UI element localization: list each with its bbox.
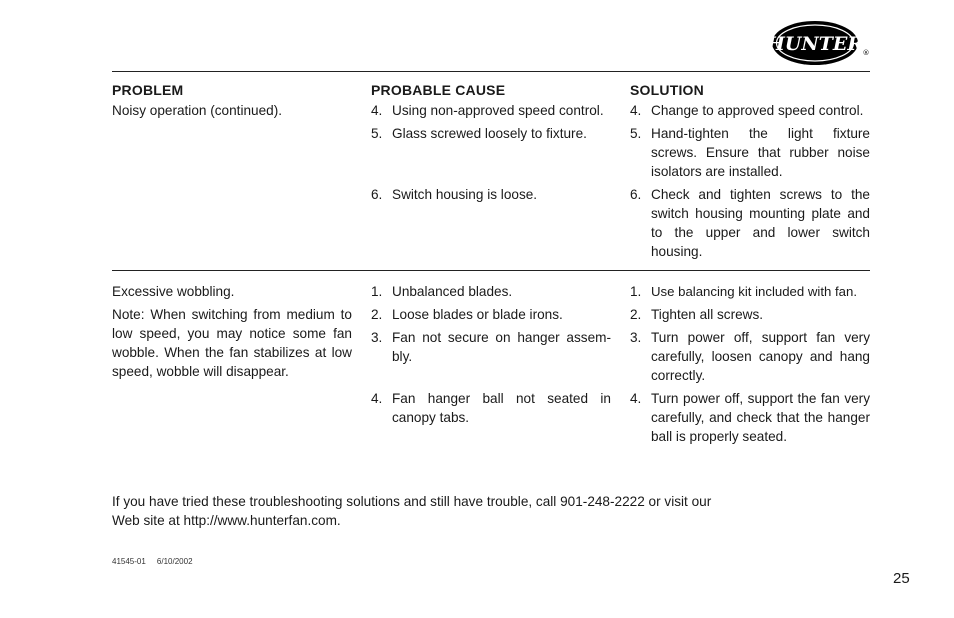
solution-item bbox=[630, 124, 870, 181]
item-number: 4. bbox=[371, 103, 383, 118]
hunter-logo bbox=[771, 20, 871, 70]
solution-item bbox=[630, 282, 870, 301]
cause-item bbox=[371, 305, 611, 324]
item-number: 1. bbox=[371, 284, 383, 299]
problem-text: Excessive wobbling. bbox=[112, 284, 235, 299]
item-number: 6. bbox=[630, 187, 642, 202]
item-number: 4. bbox=[371, 391, 383, 406]
solution-item bbox=[630, 305, 870, 324]
cause-item bbox=[371, 101, 611, 120]
cause-item bbox=[371, 185, 611, 204]
problem-text: Noisy operation (continued). bbox=[112, 103, 283, 118]
help-text: If you have tried these troubleshooting solutions and still have trouble, call 901-248-2222 or visit our bbox=[112, 494, 712, 509]
cause-item bbox=[371, 389, 611, 427]
item-text: Use balancing kit included with fan. bbox=[651, 284, 857, 299]
item-text: Loose blades or blade irons. bbox=[392, 307, 563, 322]
page-number: 25 bbox=[893, 570, 910, 587]
item-number: 3. bbox=[630, 330, 642, 345]
item-number: 4. bbox=[630, 103, 642, 118]
item-text: Hand-tighten the light fixture screws. Ensure that rubber noise isolators are installed. bbox=[651, 126, 870, 179]
registered-mark: ® bbox=[862, 49, 870, 57]
item-text: Fan not secure on hanger assem-bly. bbox=[392, 330, 611, 364]
cause-item bbox=[371, 282, 611, 301]
solution-item bbox=[630, 185, 870, 261]
item-text: Turn power off, support fan very carefully, loosen canopy and hang correctly. bbox=[651, 330, 870, 383]
section-divider bbox=[112, 270, 870, 271]
header-solution: SOLUTION bbox=[630, 82, 704, 98]
cause-item bbox=[371, 328, 611, 366]
item-text: Change to approved speed control. bbox=[651, 103, 864, 118]
item-text: Glass screwed loosely to fixture. bbox=[392, 126, 587, 141]
item-text: Using non-approved speed control. bbox=[392, 103, 604, 118]
item-number: 6. bbox=[371, 187, 383, 202]
item-text: Check and tighten screws to the switch housing mounting plate and to the upper and lower switch housing. bbox=[651, 187, 870, 259]
item-number: 2. bbox=[371, 307, 383, 322]
header-problem: PROBLEM bbox=[112, 82, 184, 98]
item-number: 1. bbox=[630, 284, 642, 299]
header-rule bbox=[112, 71, 870, 72]
item-number: 5. bbox=[630, 126, 642, 141]
item-text: Switch housing is loose. bbox=[392, 187, 538, 202]
header-cause: PROBABLE CAUSE bbox=[371, 82, 506, 98]
solution-item bbox=[630, 101, 870, 120]
help-footer bbox=[112, 492, 812, 530]
problem-note: Note: When switching from medium to low speed, you may notice some fan wobble. When the fan stabilizes at low speed, wobble will disappear. bbox=[112, 307, 352, 379]
item-number: 2. bbox=[630, 307, 642, 322]
solution-item bbox=[630, 328, 870, 385]
document-code: 41545-01 6/10/2002 bbox=[112, 557, 193, 566]
item-text: Turn power off, support the fan very carefully, and check that the hanger ball is properly seated. bbox=[651, 391, 870, 444]
item-number: 5. bbox=[371, 126, 383, 141]
item-number: 3. bbox=[371, 330, 383, 345]
cause-item bbox=[371, 124, 611, 143]
item-number: 4. bbox=[630, 391, 642, 406]
item-text: Unbalanced blades. bbox=[392, 284, 513, 299]
logo-text: HUNTER bbox=[771, 33, 864, 55]
item-text: Fan hanger ball not seated in canopy tabs. bbox=[392, 391, 611, 425]
solution-item bbox=[630, 389, 870, 446]
website-text: Web site at http://www.hunterfan.com. bbox=[112, 513, 341, 528]
item-text: Tighten all screws. bbox=[651, 307, 764, 322]
